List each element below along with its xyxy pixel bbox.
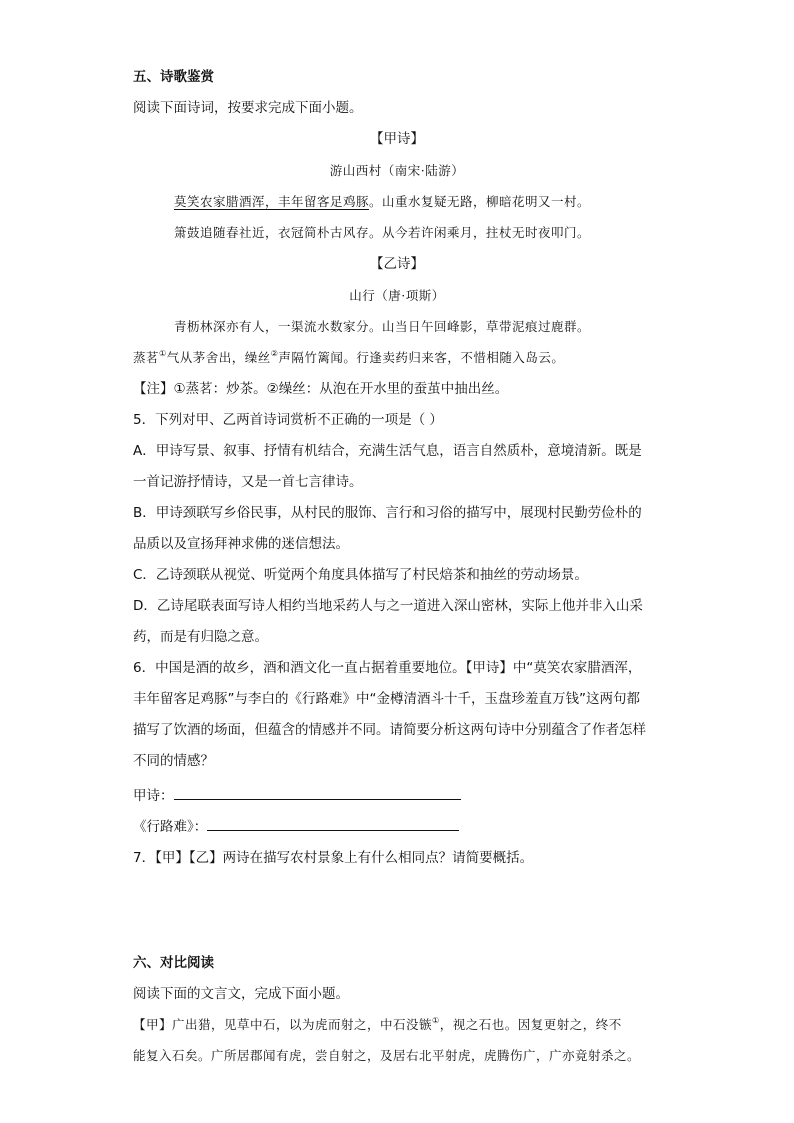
q6-line1: 6．中国是酒的故乡，酒和酒文化一直占据着重要地位。【甲诗】中“莫笑农家腊酒浑， — [133, 660, 642, 676]
poem-yi-title: 山行（唐·项斯） — [349, 288, 445, 303]
poem-jia-label: 【甲诗】 — [370, 131, 424, 147]
q6-answer-1-blank[interactable] — [174, 787, 461, 800]
poem-yi-line2 — [133, 349, 564, 367]
poem-note: 【注】①蒸茗：炒茶。②缲丝：从泡在开水里的蚕茧中抽出丝。 — [133, 381, 509, 397]
q6-line4: 不同的情感？ — [133, 753, 214, 769]
q5-stem: 5．下列对甲、乙两首诗词赏析不正确的一项是（ ） — [133, 412, 443, 428]
poem-yi-line2-part3: 声隔竹篱闻。行逢卖药归来客，不惜相随入岛云。 — [278, 350, 565, 365]
q6-line3: 描写了饮酒的场面，但蕴含的情感并不同。请简要分析这两句诗中分别蕴含了作者怎样 — [133, 722, 646, 738]
q5-option-a-line1: A．甲诗写景、叙事、抒情有机结合，充满生活气息，语言自然质朴，意境清新。既是 — [133, 443, 642, 459]
q6-answer-1 — [133, 787, 461, 805]
q5-option-b-line2: 品质以及宣扬拜神求佛的迷信想法。 — [133, 536, 349, 552]
classical-text-a-part1: 【甲】广出猎，见草中石，以为虎而射之，中石没镞 — [133, 1017, 433, 1032]
poem-jia-line1 — [174, 193, 590, 211]
footnote-marker-1: ① — [159, 349, 167, 358]
footnote-marker-2: ② — [270, 349, 279, 358]
classical-text-a-part2: ，视之石也。因复更射之，终不 — [439, 1017, 622, 1032]
poem-jia-line2: 箫鼓追随春社近，衣冠简朴古风存。从今若许闲乘月，拄杖无时夜叩门。 — [174, 225, 591, 240]
poem-jia-line1-rest: 。山重水复疑无路，柳暗花明又一村。 — [369, 194, 591, 209]
q7-stem: 7．【甲】【乙】两诗在描写农村景象上有什么相同点？请简要概括。 — [133, 850, 534, 866]
q6-line2: 丰年留客足鸡豚”与李白的《行路难》中“金樽清酒斗十千，玉盘珍羞直万钱”这两句都 — [133, 691, 640, 707]
q6-answer-1-label: 甲诗： — [133, 788, 174, 804]
q5-option-c-line1: C．乙诗颈联从视觉、听觉两个角度具体描写了村民焙茶和抽丝的劳动场景。 — [133, 567, 588, 583]
classical-text-a-line1 — [133, 1016, 622, 1034]
poem-jia-underlined-phrase: 莫笑农家腊酒浑，丰年留客足鸡豚 — [174, 194, 370, 209]
poem-jia-title: 游山西村（南宋·陆游） — [329, 163, 465, 178]
section6-instruction: 阅读下面的文言文，完成下面小题。 — [133, 986, 349, 1002]
classical-text-a-line2: 能复入石矣。广所居郡闻有虎，尝自射之，及居右北平射虎，虎腾伤广，广亦竟射杀之。 — [133, 1048, 641, 1063]
footnote-marker-3: ① — [432, 1016, 440, 1025]
poem-yi-line2-part1: 蒸茗 — [133, 350, 160, 365]
q6-answer-2-blank[interactable] — [207, 818, 459, 831]
poem-yi-label: 【乙诗】 — [370, 256, 424, 272]
q5-option-b-line1: B．甲诗颈联写乡俗民事，从村民的服饰、言行和习俗的描写中，展现村民勤劳俭朴的 — [133, 505, 642, 521]
poem-yi-line2-part2: 气从茅舍出，缲丝 — [166, 350, 271, 365]
section6-title: 六、对比阅读 — [133, 955, 214, 971]
section5-instruction: 阅读下面诗词，按要求完成下面小题。 — [133, 100, 363, 116]
poem-yi-line1: 青枥林深亦有人，一渠流水数家分。山当日午回峰影，草带泥痕过鹿群。 — [174, 319, 591, 334]
q6-answer-2-label: 《行路难》： — [133, 819, 208, 835]
q5-option-d-line1: D．乙诗尾联表面写诗人相约当地采药人与之一道进入深山密林，实际上他并非入山采 — [133, 598, 643, 614]
q5-option-d-line2: 药，而是有归隐之意。 — [133, 629, 268, 645]
q6-answer-2 — [133, 818, 459, 836]
q5-option-a-line2: 一首记游抒情诗，又是一首七言律诗。 — [133, 474, 363, 490]
section5-title: 五、诗歌鉴赏 — [133, 69, 214, 85]
